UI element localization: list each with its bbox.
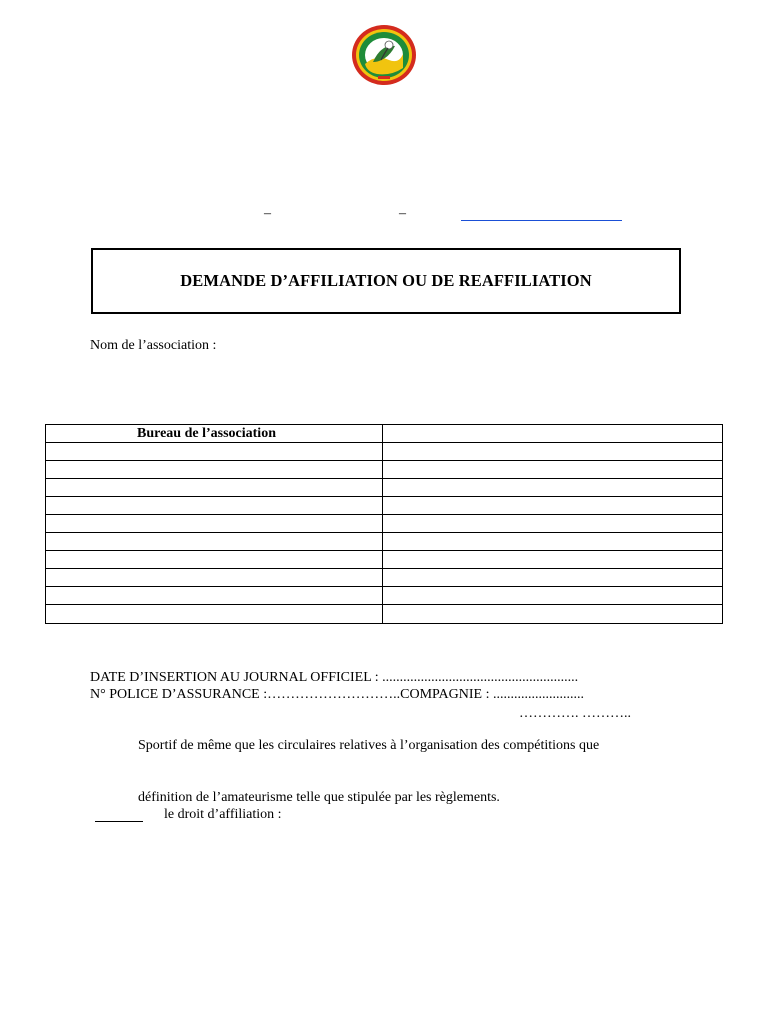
- page-title: DEMANDE D’AFFILIATION OU DE REAFFILIATION: [180, 271, 592, 290]
- table-row: [46, 479, 723, 497]
- table-cell[interactable]: [46, 569, 383, 587]
- header-dash-left: –: [264, 206, 271, 221]
- table-header-cell-right: [383, 425, 723, 443]
- table-cell[interactable]: [46, 587, 383, 605]
- table-cell[interactable]: [46, 479, 383, 497]
- droit-affiliation-label: le droit d’affiliation :: [164, 807, 282, 822]
- journal-officiel-date-line: DATE D’INSERTION AU JOURNAL OFFICIEL : ........................................................: [90, 670, 579, 685]
- table-row: [46, 587, 723, 605]
- table-row: [46, 461, 723, 479]
- sportif-paragraph: Sportif de même que les circulaires relatives à l’organisation des compétitions que: [138, 738, 600, 753]
- title-box: [91, 248, 681, 314]
- dots-line: …………. ………..: [519, 706, 631, 721]
- table-cell[interactable]: [46, 515, 383, 533]
- federation-logo: [351, 24, 417, 86]
- table-row: [46, 605, 723, 623]
- table-cell[interactable]: [46, 443, 383, 461]
- table-cell[interactable]: [383, 443, 723, 461]
- seal-icon: [351, 24, 417, 86]
- table-cell[interactable]: [46, 551, 383, 569]
- table-row: [46, 551, 723, 569]
- table-cell[interactable]: [383, 551, 723, 569]
- table-cell[interactable]: [46, 605, 383, 623]
- table-header-cell-left: [46, 425, 383, 443]
- insurance-company-label: COMPAGNIE : ..........................: [400, 687, 584, 702]
- table-cell[interactable]: [383, 533, 723, 551]
- insurance-policy-label: N° POLICE D’ASSURANCE :………………………..: [90, 687, 401, 702]
- table-row: [46, 569, 723, 587]
- table-cell[interactable]: [383, 497, 723, 515]
- association-name-label: Nom de l’association :: [90, 338, 217, 353]
- table-cell[interactable]: [383, 587, 723, 605]
- table-cell[interactable]: [383, 515, 723, 533]
- table-row: [46, 533, 723, 551]
- blank-underline: [95, 808, 143, 826]
- header-link[interactable]: [461, 220, 622, 221]
- definition-paragraph: définition de l’amateurisme telle que stipulée par les règlements.: [138, 790, 500, 805]
- table-cell[interactable]: [46, 497, 383, 515]
- table-header-row: [46, 425, 723, 443]
- bureau-table: [45, 424, 723, 624]
- table-cell[interactable]: [383, 569, 723, 587]
- table-cell[interactable]: [46, 461, 383, 479]
- header-dash-right: –: [399, 206, 406, 221]
- table-row: [46, 497, 723, 515]
- table-cell[interactable]: [46, 533, 383, 551]
- insurance-line: [90, 687, 584, 703]
- table-header-label: Bureau de l’association: [137, 425, 276, 441]
- table-row: [46, 443, 723, 461]
- table-cell[interactable]: [383, 461, 723, 479]
- blank-underline-mark: [95, 808, 143, 822]
- table-cell[interactable]: [383, 479, 723, 497]
- table-row: [46, 515, 723, 533]
- table-cell[interactable]: [383, 605, 723, 623]
